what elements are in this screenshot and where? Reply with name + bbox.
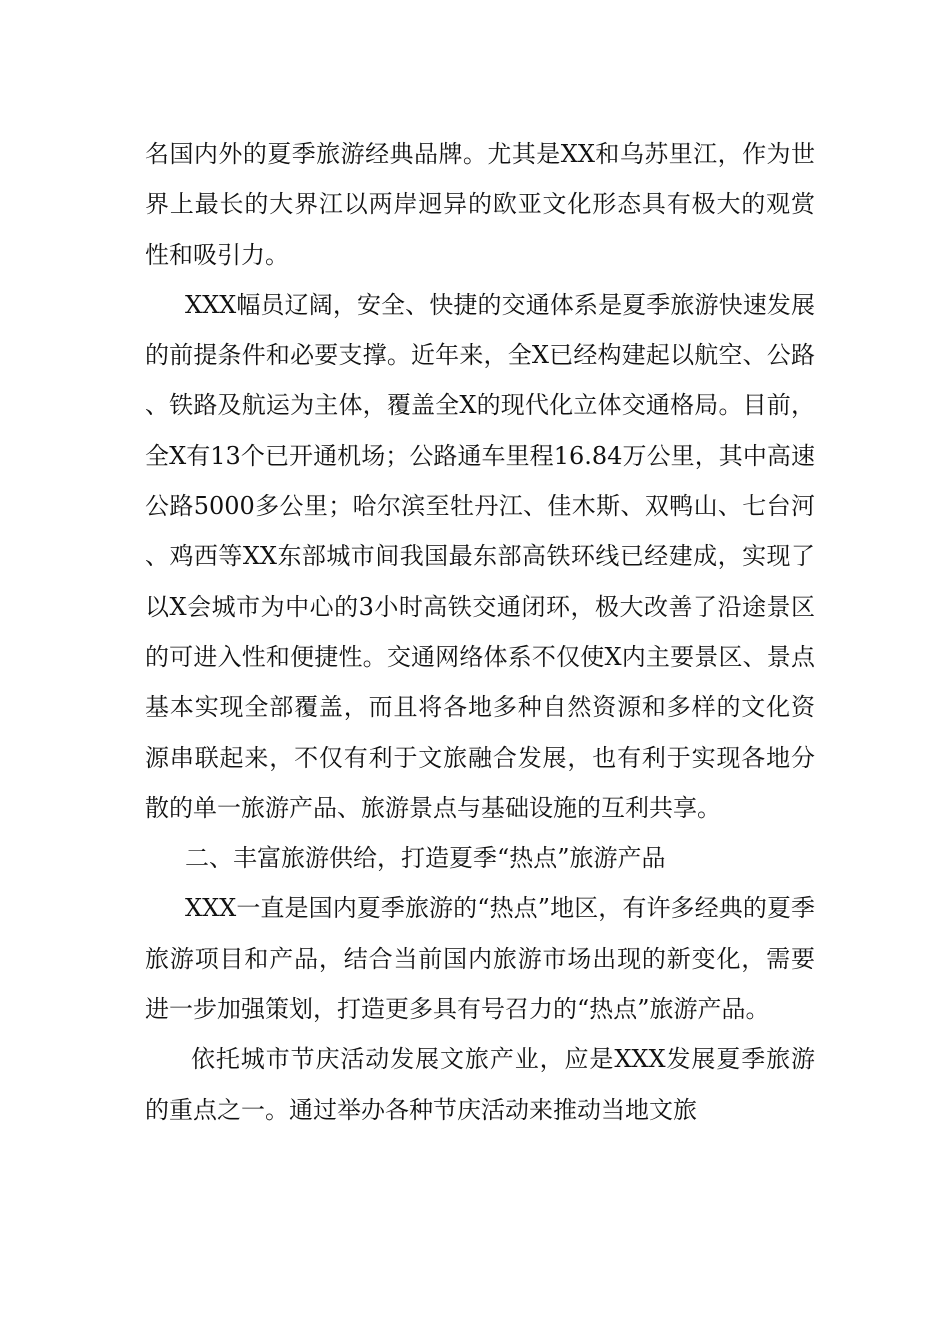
document-body xyxy=(145,129,815,1135)
paragraph-festival: 依托城市节庆活动发展文旅产业，应是XXX发展夏季旅游的重点之一。通过举办各种节庆活动来推动当地文旅 xyxy=(145,1045,815,1124)
paragraph-hotspot: XXX一直是国内夏季旅游的“热点”地区，有许多经典的夏季旅游项目和产品，结合当前国内旅游市场出现的新变化，需要进一步加强策划，打造更多具有号召力的“热点”旅游产品。 xyxy=(145,894,815,1024)
paragraph-continuation: 名国内外的夏季旅游经典品牌。尤其是XX和乌苏里江，作为世界上最长的大界江以两岸迥异的欧亚文化形态具有极大的观赏性和吸引力。 xyxy=(145,140,815,269)
section-heading: 二、丰富旅游供给，打造夏季“热点”旅游产品 xyxy=(185,844,666,873)
paragraph-transport: XXX幅员辽阔，安全、快捷的交通体系是夏季旅游快速发展的前提条件和必要支撑。近年来，全X已经构建起以航空、公路、铁路及航运为主体，覆盖全X的现代化立体交通格局。目前，全X有13个已开通机场；公路通车里程16.84万公里，其中高速公路5000多公里；哈尔滨至牡丹江、佳木斯、双鸭山、七台河、鸡西等XX东部城市间我国最东部高铁环线已经建成，实现了以X会城市为中心的3小时高铁交通闭环，极大改善了沿途景区的可进入性和便捷性。交通网络体系不仅使X内主要景区、景点基本实现全部覆盖，而且将各地多种自然资源和多样的文化资源串联起来，不仅有利于文旅融合发展，也有利于实现各地分散的单一旅游产品、旅游景点与基础设施的互利共享。 xyxy=(145,290,815,822)
